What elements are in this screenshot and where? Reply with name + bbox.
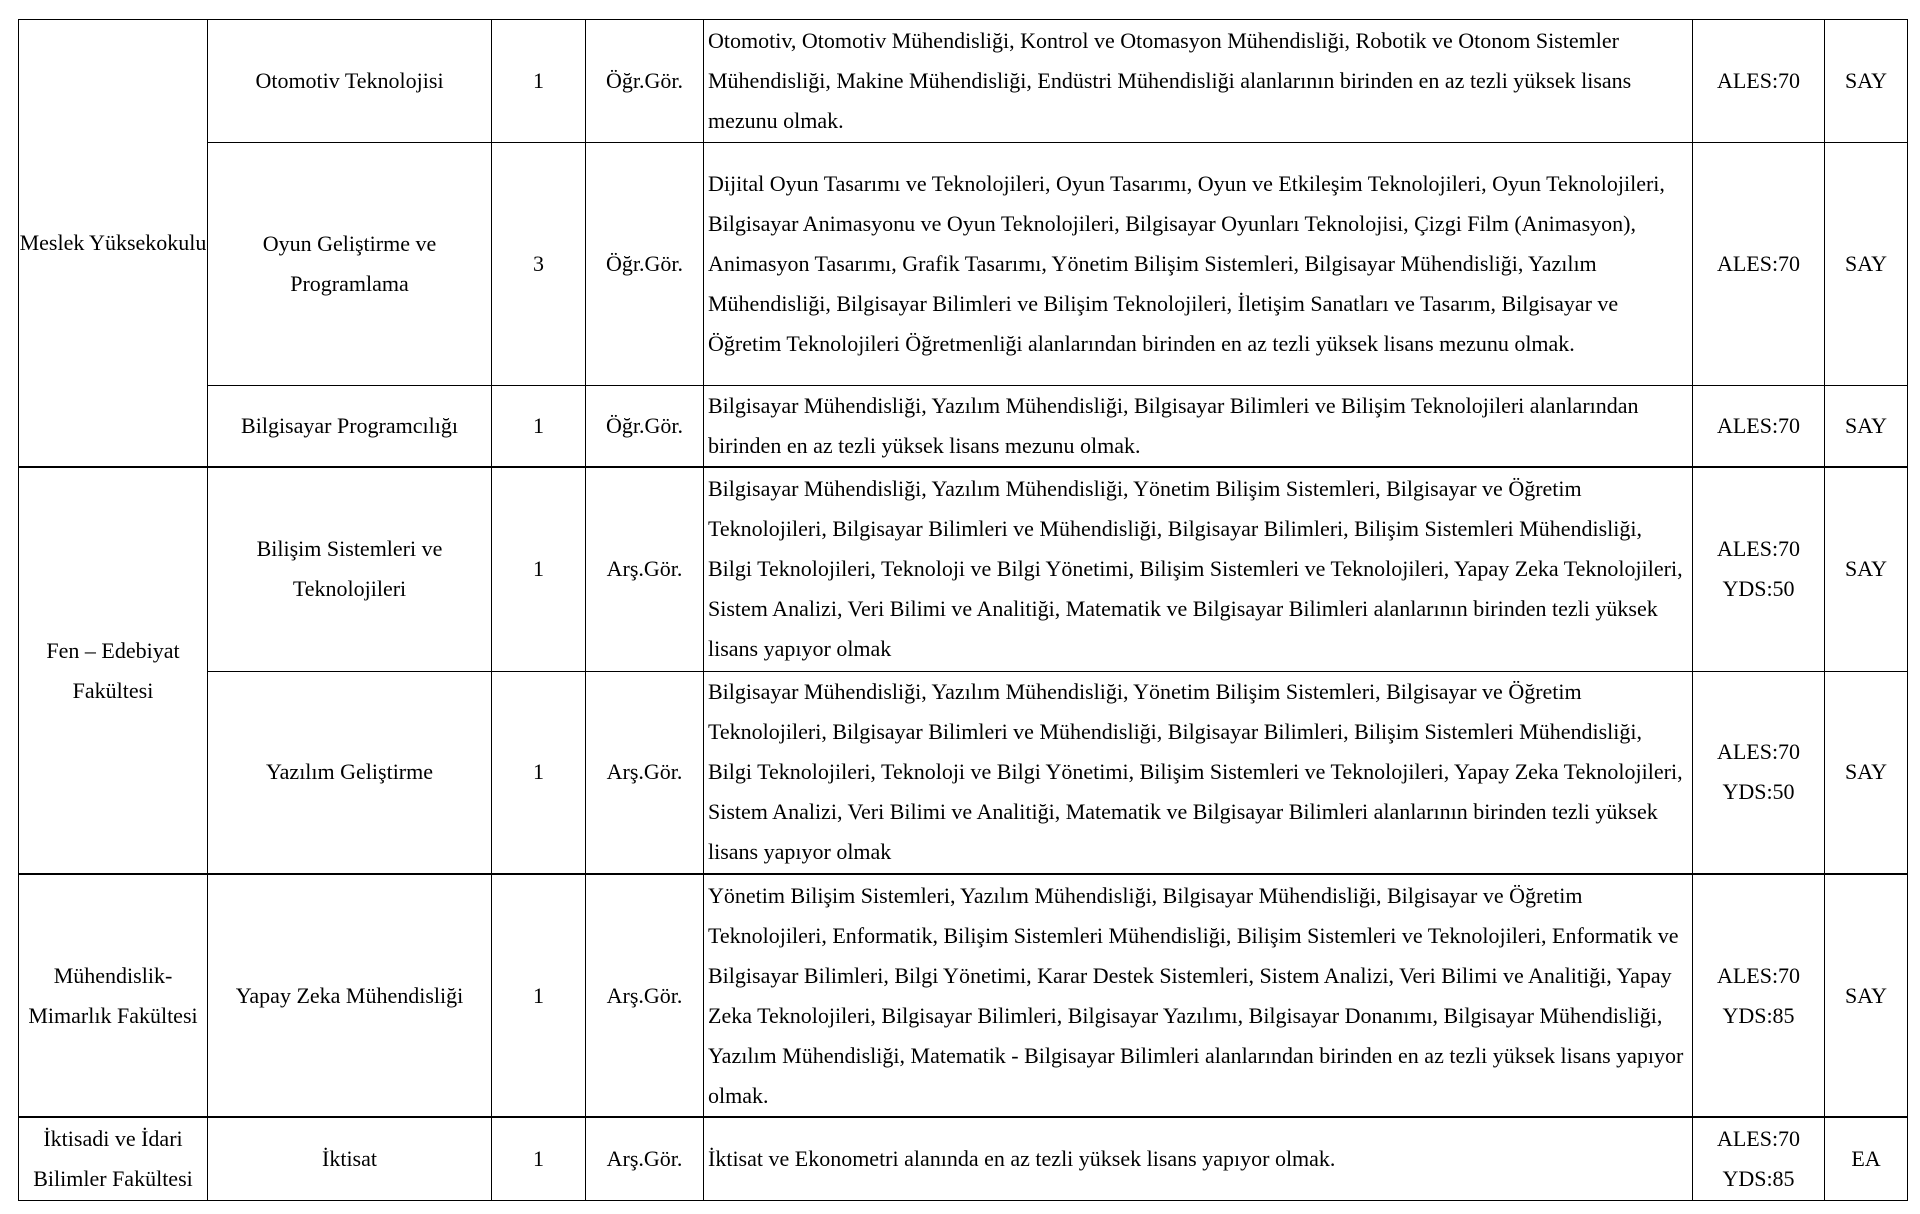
table-row xyxy=(19,143,1908,386)
requirement-cell: Dijital Oyun Tasarımı ve Teknolojileri, Oyun Tasarımı, Oyun ve Etkileşim Teknolojileri, Oyun Teknolojileri, Bilgisayar Animasyonu ve Oyun Teknolojileri, Bilgisayar Oyunları Teknolojisi, Çizgi Film (Animasyon), Animasyon Tasarımı, Grafik Tasarımı, Yönetim Bilişim Sistemleri, Bilgisayar Mühendisliği, Yazılım Mühendisliği, Bilgisayar Bilimleri ve Bilişim Teknolojileri, İletişim Sanatları ve Tasarım, Bilgisayar ve Öğretim Teknolojileri Öğretmenliği alanlarından birinden en az tezli yüksek lisans mezunu olmak. xyxy=(704,143,1693,386)
ales-score: ALES:70 xyxy=(1716,962,1801,988)
ales-score: ALES:70 xyxy=(1716,251,1801,276)
field-cell: SAY xyxy=(1825,386,1908,468)
count-cell: 3 xyxy=(492,143,586,386)
requirement-cell: Otomotiv, Otomotiv Mühendisliği, Kontrol ve Otomasyon Mühendisliği, Robotik ve Otonom Sistemler Mühendisliği, Makine Mühendisliği, Endüstri Mühendisliği alanlarının birinden en az tezli yüksek lisans mezunu olmak. xyxy=(704,20,1693,143)
yds-score: YDS:85 xyxy=(1722,1165,1795,1191)
requirement-cell: Yönetim Bilişim Sistemleri, Yazılım Mühendisliği, Bilgisayar Mühendisliği, Bilgisayar ve Öğretim Teknolojileri, Enformatik, Bilişim Sistemleri Mühendisliği, Bilişim Sistemleri ve Teknolojileri, Enformatik ve Bilgisayar Bilimleri, Bilgi Yönetimi, Karar Destek Sistemleri, Sistem Analizi, Veri Bilimi ve Analitiği, Yapay Zeka Teknolojileri, Bilgisayar Bilimleri, Bilgisayar Yazılımı, Bilgisayar Donanımı, Bilgisayar Mühendisliği, Yazılım Mühendisliği, Matematik - Bilgisayar Bilimleri alanlarından birinden en az tezli yüksek lisans yapıyor olmak. xyxy=(704,874,1693,1117)
title-cell: Öğr.Gör. xyxy=(586,386,704,468)
table-row xyxy=(19,20,1908,143)
program-cell: Yapay Zeka Mühendisliği xyxy=(208,874,492,1117)
yds-score: YDS:50 xyxy=(1722,779,1795,805)
table-row xyxy=(19,386,1908,468)
program-cell: Bilişim Sistemleri ve Teknolojileri xyxy=(208,467,492,671)
title-cell: Arş.Gör. xyxy=(586,874,704,1117)
score-cell xyxy=(1693,874,1825,1117)
ales-score: ALES:70 xyxy=(1716,739,1801,765)
count-cell: 1 xyxy=(492,467,586,671)
score-cell xyxy=(1693,671,1825,874)
field-cell: SAY xyxy=(1825,671,1908,874)
title-cell: Öğr.Gör. xyxy=(586,20,704,143)
program-cell: Otomotiv Teknolojisi xyxy=(208,20,492,143)
title-cell: Arş.Gör. xyxy=(586,671,704,874)
title-cell: Arş.Gör. xyxy=(586,1117,704,1200)
requirement-cell: Bilgisayar Mühendisliği, Yazılım Mühendisliği, Yönetim Bilişim Sistemleri, Bilgisayar ve Öğretim Teknolojileri, Bilgisayar Bilimleri ve Mühendisliği, Bilgisayar Bilimleri, Bilişim Sistemleri Mühendisliği, Bilgi Teknolojileri, Teknoloji ve Bilgi Yönetimi, Bilişim Sistemleri ve Teknolojileri, Yapay Zeka Teknolojileri, Sistem Analizi, Veri Bilimi ve Analitiği, Matematik ve Bilgisayar Bilimleri alanlarının birinden tezli yüksek lisans yapıyor olmak xyxy=(704,671,1693,874)
table-row xyxy=(19,874,1908,1117)
yds-score: YDS:85 xyxy=(1722,1002,1795,1028)
positions-table xyxy=(18,19,1908,1201)
score-cell xyxy=(1693,467,1825,671)
ales-score: ALES:70 xyxy=(1716,536,1801,562)
title-cell: Arş.Gör. xyxy=(586,467,704,671)
score-cell xyxy=(1693,1117,1825,1200)
count-cell: 1 xyxy=(492,386,586,468)
score-cell xyxy=(1693,20,1825,143)
requirement-cell: İktisat ve Ekonometri alanında en az tezli yüksek lisans yapıyor olmak. xyxy=(704,1117,1693,1200)
field-cell: SAY xyxy=(1825,143,1908,386)
field-cell: SAY xyxy=(1825,20,1908,143)
score-cell xyxy=(1693,143,1825,386)
title-cell: Öğr.Gör. xyxy=(586,143,704,386)
unit-cell: Meslek Yüksekokulu xyxy=(19,20,208,468)
ales-score: ALES:70 xyxy=(1716,413,1801,438)
field-cell: EA xyxy=(1825,1117,1908,1200)
program-cell: Yazılım Geliştirme xyxy=(208,671,492,874)
requirement-cell: Bilgisayar Mühendisliği, Yazılım Mühendisliği, Bilgisayar Bilimleri ve Bilişim Teknolojileri alanlarından birinden en az tezli yüksek lisans mezunu olmak. xyxy=(704,386,1693,468)
count-cell: 1 xyxy=(492,874,586,1117)
unit-cell: İktisadi ve İdari Bilimler Fakültesi xyxy=(19,1117,208,1200)
count-cell: 1 xyxy=(492,1117,586,1200)
unit-cell: Mühendislik- Mimarlık Fakültesi xyxy=(19,874,208,1117)
program-cell: İktisat xyxy=(208,1117,492,1200)
table-row xyxy=(19,1117,1908,1200)
ales-score: ALES:70 xyxy=(1716,1125,1801,1151)
table-row xyxy=(19,467,1908,671)
count-cell: 1 xyxy=(492,671,586,874)
score-cell xyxy=(1693,386,1825,468)
program-cell: Oyun Geliştirme ve Programlama xyxy=(208,143,492,386)
program-cell: Bilgisayar Programcılığı xyxy=(208,386,492,468)
ales-score: ALES:70 xyxy=(1716,68,1801,93)
count-cell: 1 xyxy=(492,20,586,143)
requirement-cell: Bilgisayar Mühendisliği, Yazılım Mühendisliği, Yönetim Bilişim Sistemleri, Bilgisayar ve Öğretim Teknolojileri, Bilgisayar Bilimleri ve Mühendisliği, Bilgisayar Bilimleri, Bilişim Sistemleri Mühendisliği, Bilgi Teknolojileri, Teknoloji ve Bilgi Yönetimi, Bilişim Sistemleri ve Teknolojileri, Yapay Zeka Teknolojileri, Sistem Analizi, Veri Bilimi ve Analitiği, Matematik ve Bilgisayar Bilimleri alanlarının birinden tezli yüksek lisans yapıyor olmak xyxy=(704,467,1693,671)
unit-cell: Fen – Edebiyat Fakültesi xyxy=(19,467,208,874)
field-cell: SAY xyxy=(1825,467,1908,671)
table-row xyxy=(19,671,1908,874)
field-cell: SAY xyxy=(1825,874,1908,1117)
yds-score: YDS:50 xyxy=(1722,576,1795,602)
